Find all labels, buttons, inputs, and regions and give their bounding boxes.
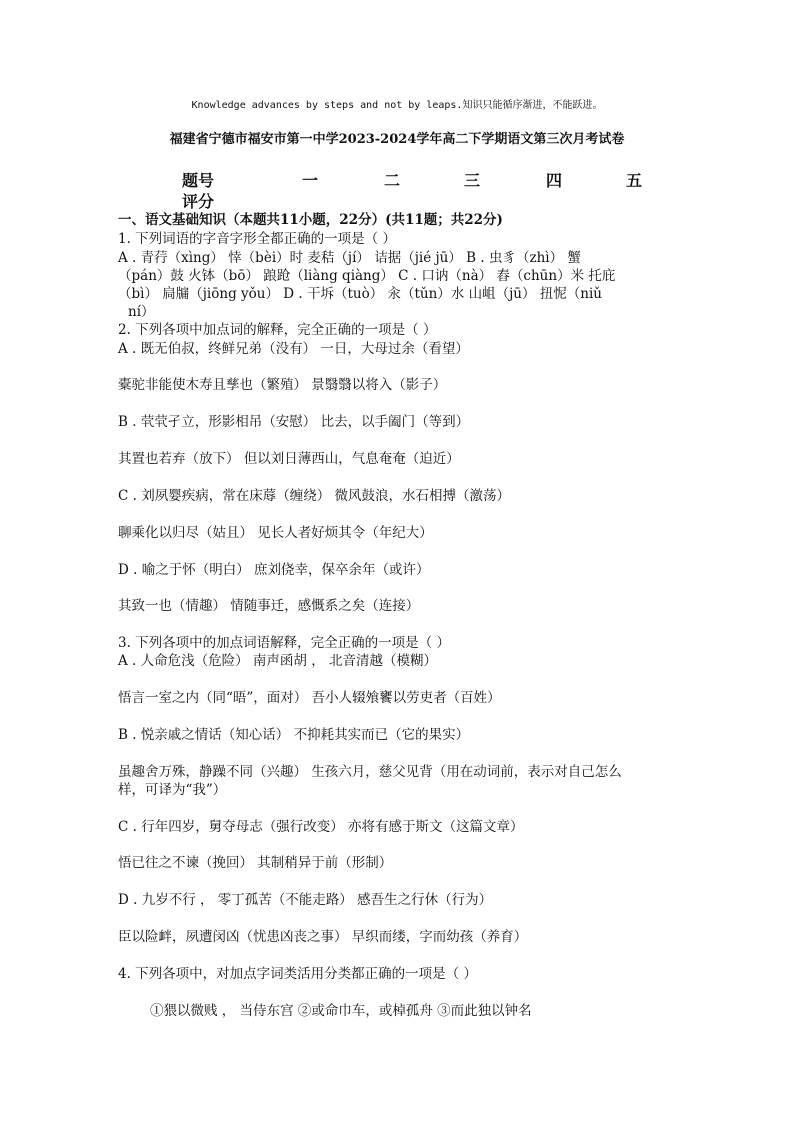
question-4-stem: 4. 下列各项中，对加点字词类活用分类都正确的一项是（ ）	[118, 966, 477, 982]
question-1-stem: 1. 下列词语的字音字形全都正确的一项是（ ）	[118, 231, 396, 247]
question-2-option-b-cont: 其置也若弃（放下） 但以刘日薄西山，气息奄奄（迫近）	[118, 451, 460, 467]
score-row-label: 评分	[182, 192, 215, 211]
score-col-5: 五	[626, 171, 643, 190]
question-2-option-a-cont: 橐驼非能使木寿且孳也（繁殖） 景翳翳以将入（影子）	[118, 377, 447, 393]
question-1-options-line: （pán）鼓 火钵（bō） 踉跄（liàng qiàng） C . 口讷（nà） 舂（chūn）米 托庇	[118, 268, 616, 284]
score-col-3: 三	[464, 171, 481, 190]
question-3-option-c: C . 行年四岁，舅夺母志（强行改变） 亦将有感于斯文（这篇文章）	[118, 819, 524, 835]
question-1-options-line: （bì） 扃牖（jiōng yǒu） D . 干坼（tuò） 汆（tǔn）水 山岨（jū） 扭怩（niǔ	[118, 286, 602, 302]
question-3-option-d-cont: 臣以险衅，夙遭闵凶（忧患凶丧之事） 早织而缕，字而幼孩（养育）	[118, 929, 528, 945]
question-2-option-b: B . 茕茕孑立，形影相吊（安慰） 比去，以手阖门（等到）	[118, 414, 470, 430]
question-3-option-a-cont: 悟言一室之内（同“晤”，面对） 吾小人辍飧饔以劳吏者（百姓）	[118, 690, 501, 706]
exam-title: 福建省宁德市福安市第一中学2023-2024学年高二下学期语文第三次月考试卷	[169, 132, 625, 147]
question-1-options-line: A . 青荇（xìng） 悻（bèi）时 麦秸（jí） 诘据（jié jū） B . 虫豸（zhì） 蟹	[118, 250, 581, 266]
question-2-option-c-cont: 聊乘化以归尽（姑且） 见长人者好烦其令（年纪大）	[118, 525, 433, 541]
score-col-2: 二	[384, 171, 401, 190]
question-2-option-c: C . 刘夙婴疾病，常在床蓐（缠绕） 微风鼓浪，水石相搏（激荡）	[118, 488, 510, 504]
question-1-options-line: ní）	[128, 304, 155, 320]
question-2-stem: 2. 下列各项中加点词的解释，完全正确的一项是（ ）	[118, 322, 437, 338]
tagline: Knowledge advances by steps and not by leaps.知识只能循序渐进，不能跃进。	[191, 100, 603, 111]
score-col-1: 一	[302, 171, 319, 190]
question-2-option-d: D . 喻之于怀（明白） 庶刘侥幸，保卒余年（或许）	[118, 562, 430, 578]
question-4-items: ①猥以微贱 ， 当侍东宫 ②或命巾车，或棹孤舟 ③而此独以钟名	[150, 1003, 532, 1019]
question-3-option-b: B . 悦亲戚之情话（知心话） 不抑耗其实而已（它的果实）	[118, 727, 470, 743]
question-3-option-a: A . 人命危浅（危险） 南声函胡 ， 北音清越（模糊）	[118, 653, 437, 669]
score-col-4: 四	[546, 171, 563, 190]
question-2-option-a: A . 既无伯叔，终鲜兄弟（没有） 一日，大母过余（看望）	[118, 341, 469, 357]
question-2-option-d-cont: 其致一也（情趣） 情随事迁，感慨系之矣（连接）	[118, 598, 420, 614]
question-3-option-b-cont: 虽趣舍万殊，静躁不同（兴趣） 生孩六月，慈父见背（用在动词前，表示对自己怎么	[118, 764, 622, 780]
question-3-option-b-cont2: 样，可译为“我”）	[118, 782, 227, 798]
question-3-stem: 3. 下列各项中的加点词语解释，完全正确的一项是（ ）	[118, 635, 450, 651]
score-header-label: 题号	[182, 171, 215, 190]
question-3-option-d: D . 九岁不行 ， 零丁孤苦（不能走路） 感吾生之行休（行为）	[118, 892, 493, 908]
section-heading: 一、语文基础知识（本题共11小题，22分）(共11题；共22分)	[118, 212, 503, 228]
question-3-option-c-cont: 悟已往之不谏（挽回） 其制稍异于前（形制）	[118, 855, 393, 871]
